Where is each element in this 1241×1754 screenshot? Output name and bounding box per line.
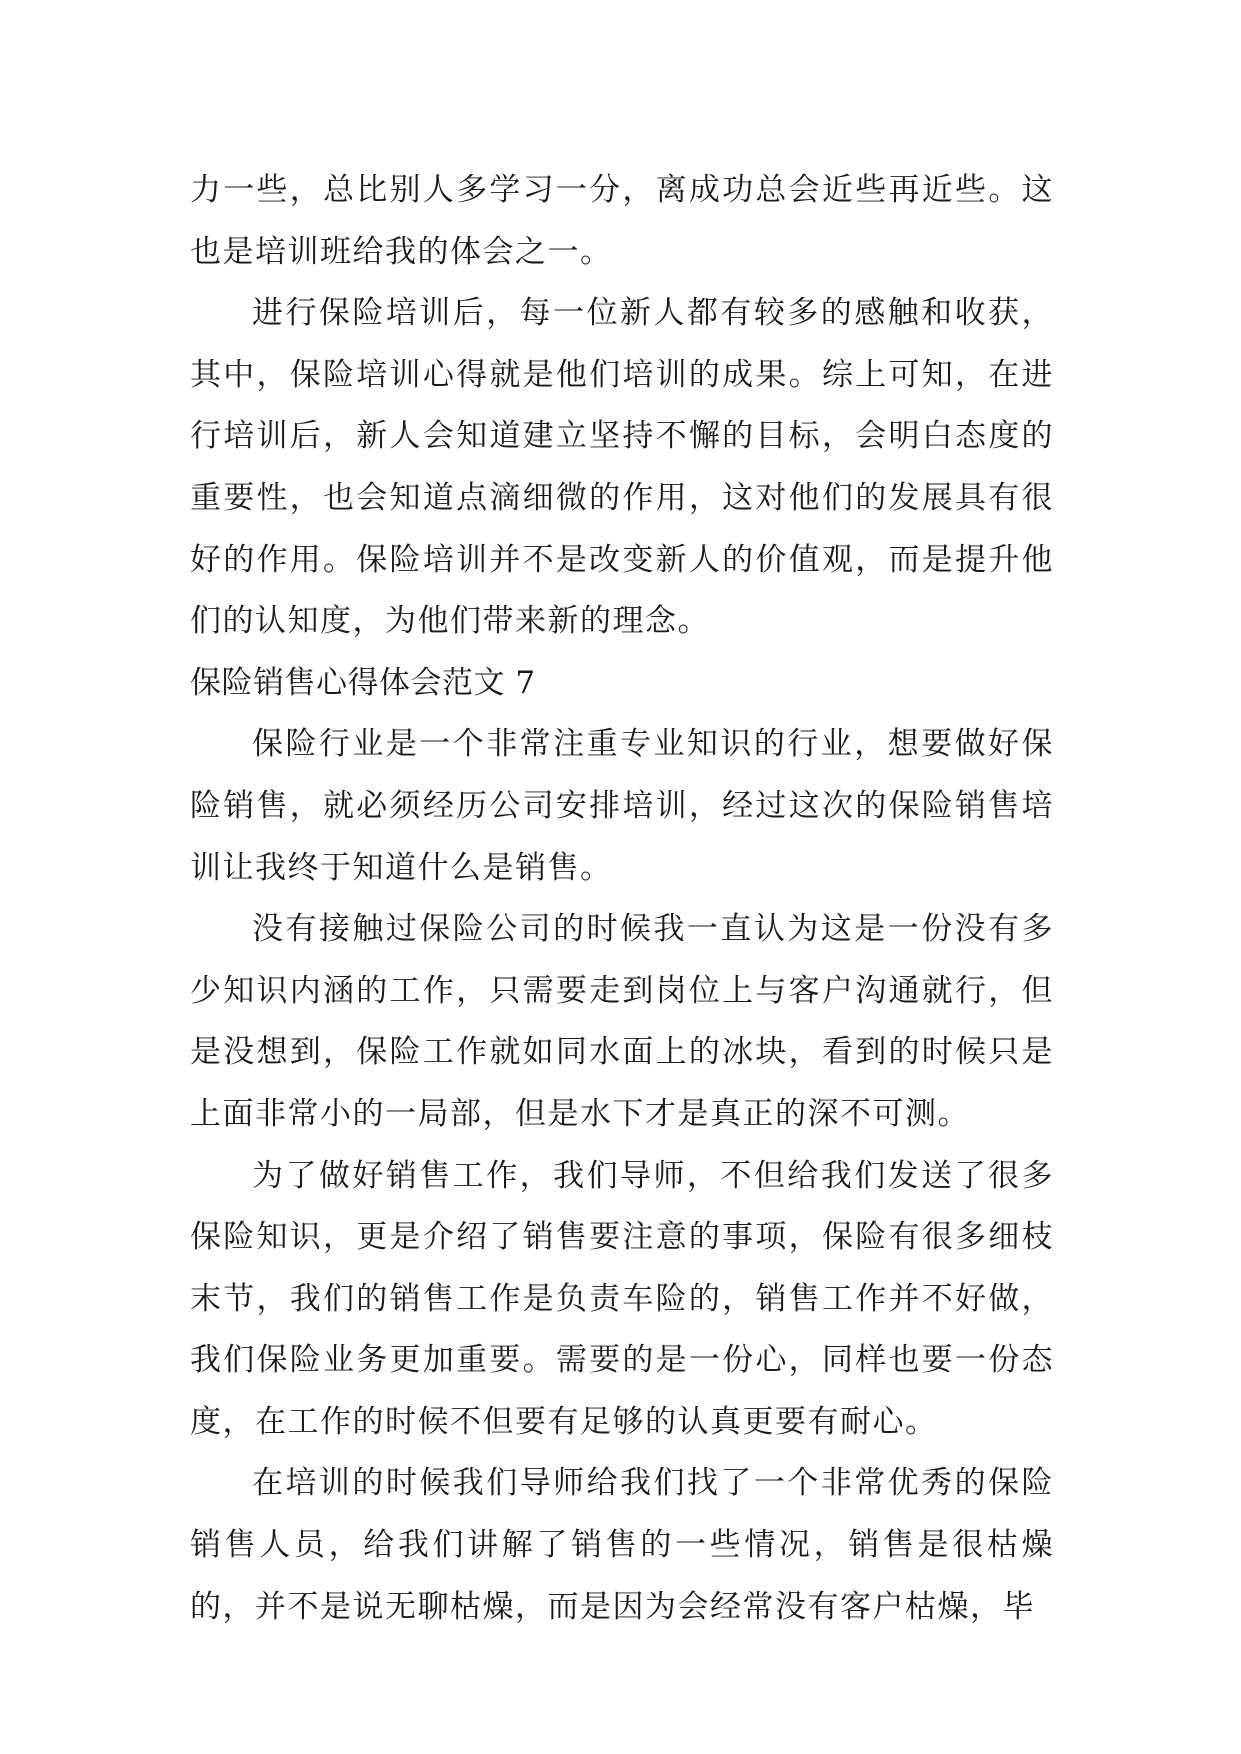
paragraph-industry-intro: 保险行业是一个非常注重专业知识的行业，想要做好保险销售，就必须经历公司安排培训，经过这次的保险销售培训让我终于知道什么是销售。 bbox=[190, 726, 1054, 886]
document-body bbox=[190, 160, 1054, 1638]
paragraph-training-summary: 进行保险培训后，每一位新人都有较多的感触和收获，其中，保险培训心得就是他们培训的成果。综上可知，在进行培训后，新人会知道建立坚持不懈的目标，会明白态度的重要性，也会知道点滴细微的作用，这对他们的发展具有很好的作用。保险培训并不是改变新人的价值观，而是提升他们的认知度，为他们带来新的理念。 bbox=[190, 295, 1054, 640]
paragraph-iceberg: 没有接触过保险公司的时候我一直认为这是一份没有多少知识内涵的工作，只需要走到岗位上与客户沟通就行，但是没想到，保险工作就如同水面上的冰块，看到的时候只是上面非常小的一局部，但是水下才是真正的深不可测。 bbox=[190, 911, 1054, 1132]
paragraph-continuation: 力一些，总比别人多学习一分，离成功总会近些再近些。这也是培训班给我的体会之一。 bbox=[190, 172, 1054, 270]
paragraph-mentor: 为了做好销售工作，我们导师，不但给我们发送了很多保险知识，更是介绍了销售要注意的事项，保险有很多细枝末节，我们的销售工作是负责车险的，销售工作并不好做，我们保险业务更加重要。需要的是一份心，同样也要一份态度，在工作的时候不但要有足够的认真更要有耐心。 bbox=[190, 1157, 1054, 1440]
section-heading: 保险销售心得体会范文 7 bbox=[190, 664, 536, 701]
paragraph-sales-experience: 在培训的时候我们导师给我们找了一个非常优秀的保险销售人员，给我们讲解了销售的一些情况，销售是很枯燥的，并不是说无聊枯燥，而是因为会经常没有客户枯燥，毕 bbox=[190, 1465, 1054, 1625]
